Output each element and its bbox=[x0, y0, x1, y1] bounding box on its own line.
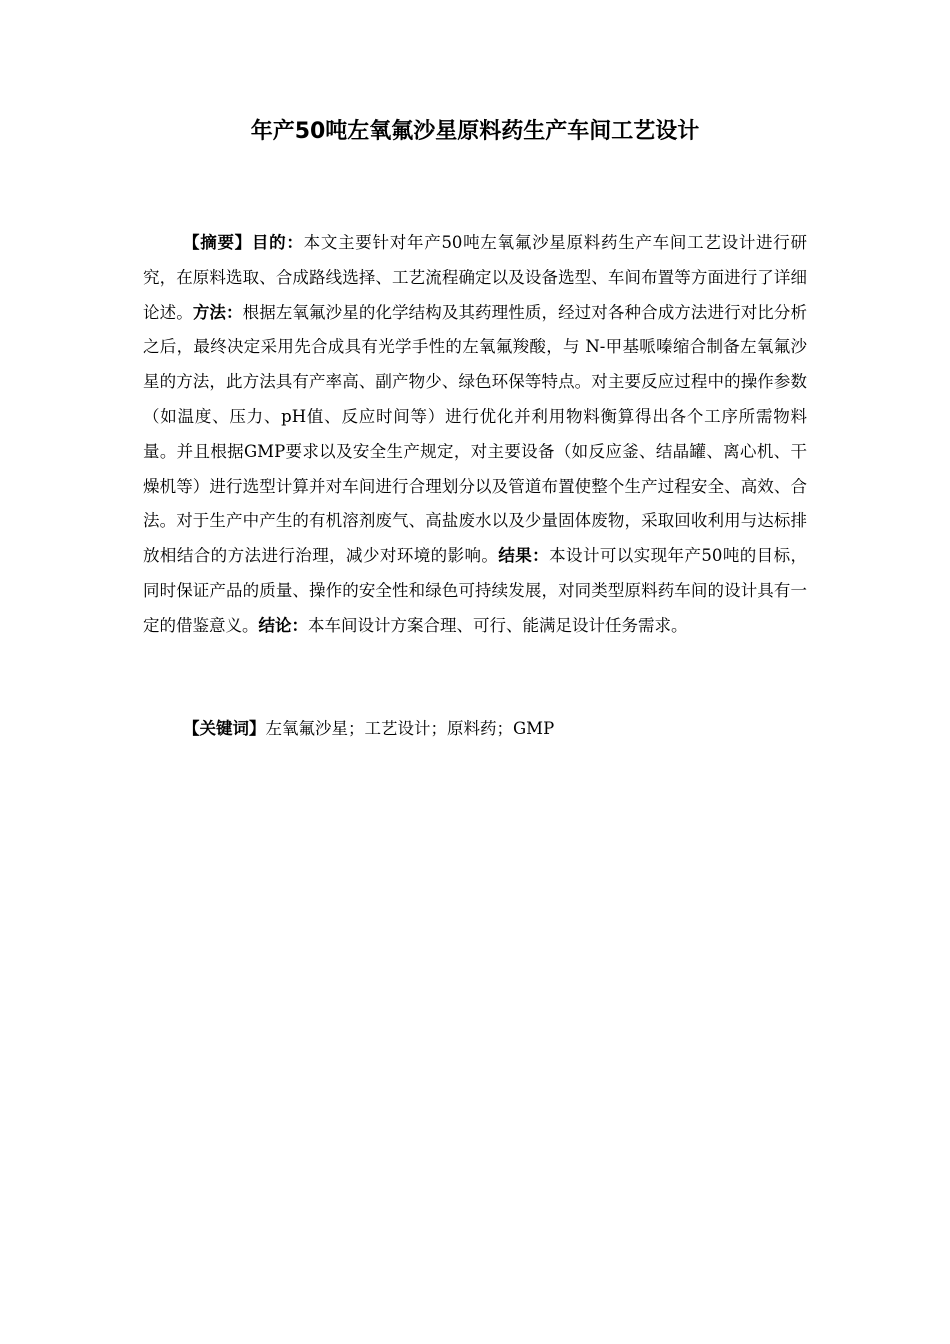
keywords-label: 【关键词】 bbox=[183, 719, 266, 738]
document-title: 年产50吨左氧氟沙星原料药生产车间工艺设计 bbox=[250, 119, 700, 144]
purpose-text: 本文主要针对年产50吨左氧氟沙星原料药生产车间工艺设计进行研究，在原料选取、合成路线选择、工艺流程确定以及设备选型、车间布置等方面进行了详细论述。 bbox=[143, 233, 808, 322]
abstract-label: 【摘要】 bbox=[183, 233, 252, 252]
keywords-paragraph bbox=[143, 712, 807, 746]
purpose-label: 目的： bbox=[251, 233, 304, 252]
result-label: 结果： bbox=[498, 546, 550, 566]
abstract-paragraph bbox=[143, 226, 807, 644]
method-label: 方法： bbox=[192, 302, 243, 322]
conclusion-label: 结论： bbox=[258, 615, 308, 635]
result-text: 本设计可以实现年产50吨的目标，同时保证产品的质量、操作的安全性和绿色可持续发展，对同类型原料药车间的设计具有一定的借鉴意义。 bbox=[143, 546, 807, 635]
method-text: 根据左氧氟沙星的化学结构及其药理性质，经过对各种合成方法进行对比分析之后，最终决定采用先合成具有光学手性的左氧氟羧酸，与 N-甲基哌嗪缩合制备左氧氟沙星的方法，此方法具有产率高、副产物少、绿色环保等特点。对主要反应过程中的操作参数（如温度、压力、pH值、反应时间等）进行优化并利用物料衡算得出各个工序所需物料量。并且根据GMP要求以及安全生产规定，对主要设备（如反应釜、结晶罐、离心机、干燥机等）进行选型计算并对车间进行合理划分以及管道布置使整个生产过程安全、高效、合法。对于生产中产生的有机溶剂废气、高盐废水以及少量固体废物，采取回收利用与达标排放相结合的方法进行治理，减少对环境的影响。 bbox=[143, 302, 808, 566]
conclusion-text: 本车间设计方案合理、可行、能满足设计任务需求。 bbox=[308, 615, 688, 635]
keywords-text: 左氧氟沙星；工艺设计；原料药；GMP bbox=[265, 719, 555, 738]
